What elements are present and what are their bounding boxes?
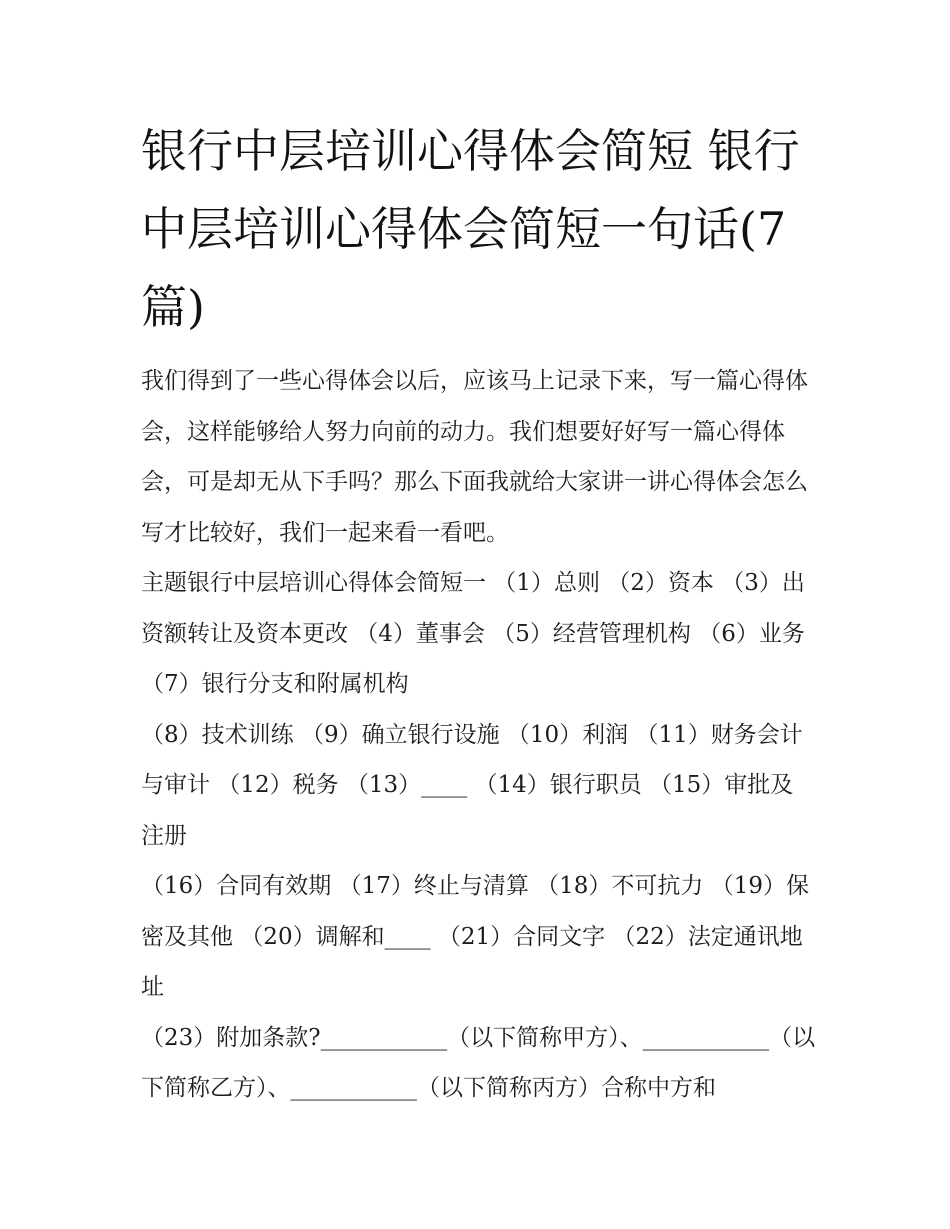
document-title: 银行中层培训心得体会简短 银行中层培训心得体会简短一句话(7篇) bbox=[141, 124, 800, 334]
document-content bbox=[141, 112, 816, 1114]
document-body bbox=[141, 356, 816, 1114]
paragraph-outline-1: 主题银行中层培训心得体会简短一 （1）总则 （2）资本 （3）出资额转让及资本更改 （4）董事会 （5）经营管理机构 （6）业务 （7）银行分支和附属机构 bbox=[141, 570, 805, 697]
paragraph-outline-3: （16）合同有效期 （17）终止与清算 （18）不可抗力 （19）保密及其他 （20）调解和____ （21）合同文字 （22）法定通讯地址 bbox=[141, 873, 809, 1000]
intro-paragraph: 我们得到了一些心得体会以后，应该马上记录下来，写一篇心得体会，这样能够给人努力向前的动力。我们想要好好写一篇心得体会，可是却无从下手吗？那么下面我就给大家讲一讲心得体会怎么写才比较好，我们一起来看一看吧。 bbox=[141, 368, 808, 546]
paragraph-outline-2: （8）技术训练 （9）确立银行设施 （10）利润 （11）财务会计与审计 （12）税务 （13）____ （14）银行职员 （15）审批及注册 bbox=[141, 721, 803, 849]
paragraph-outline-4: （23）附加条款?___________（以下简称甲方）、___________（以下简称乙方）、___________（以下简称丙方）合称中方和 bbox=[141, 1024, 816, 1101]
